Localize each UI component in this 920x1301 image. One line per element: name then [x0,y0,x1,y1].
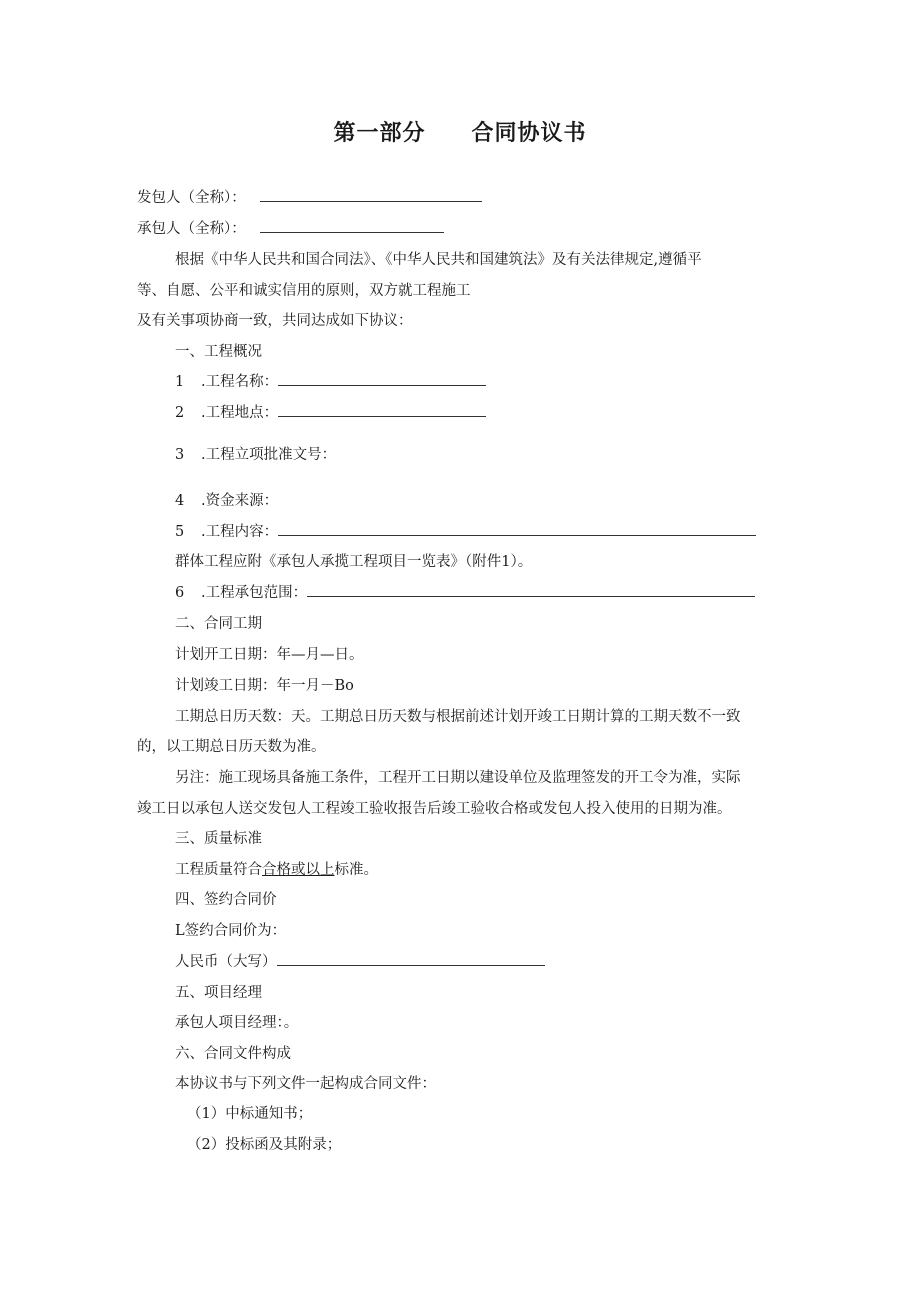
item-project-name [175,372,486,392]
item2-num: 2 [175,405,185,421]
section2-heading: 二、合同工期 [175,616,262,632]
item4-label: .资金来源： [201,493,279,509]
title-part: 第一部分 [333,121,426,146]
item6-num: 6 [175,585,185,601]
employer-blank [260,188,482,202]
rmb-amount-blank [277,952,545,966]
rmb-label: 人民币（大写） [175,954,277,970]
item5-num: 5 [175,524,185,540]
project-content-blank [278,522,756,536]
quality-prefix: 工程质量符合 [175,862,262,878]
section5-heading: 五、项目经理 [175,985,262,1001]
item-approval-number [175,445,336,465]
contractor-line [137,219,444,239]
item4-num: 4 [175,493,185,509]
project-manager-line: 承包人项目经理：。 [175,1015,299,1031]
item-contract-scope [175,583,755,603]
contractor-blank [260,219,444,233]
item6-label: .工程承包范围： [201,585,308,601]
page-title [0,116,920,147]
item1-num: 1 [175,374,185,390]
employer-label: 发包人（全称）： [137,190,246,206]
title-name: 合同协议书 [471,121,587,146]
intro-line-3: 及有关事项协商一致，共同达成如下协议： [137,313,413,329]
intro-line-1: 根据《中华人民共和国合同法》、《中华人民共和国建筑法》及有关法律规定,遵循平 [175,252,702,268]
employer-line [137,188,482,208]
group-project-note: 群体工程应附《承包人承揽工程项目一览表》（附件1）。 [175,554,533,570]
item3-num: 3 [175,447,185,463]
section3-heading: 三、质量标准 [175,831,262,847]
contract-doc-2: （2）投标函及其附录； [187,1137,342,1153]
section6-heading: 六、合同文件构成 [175,1046,291,1062]
item2-label: .工程地点： [201,405,279,421]
total-days-line-1: 工期总日历天数：天。工期总日历天数与根据前述计划开竣工日期计算的工期天数不一致 [175,709,741,725]
item-project-content [175,522,756,542]
quality-suffix: 标准。 [334,862,378,878]
project-name-blank [278,372,486,386]
item3-label: .工程立项批准文号： [201,447,337,463]
contract-docs-intro: 本协议书与下列文件一起构成合同文件： [175,1076,436,1092]
quality-level: 合格或以上 [262,862,335,878]
item-fund-source [175,491,278,511]
total-days-line-2: 的，以工期总日历天数为准。 [137,739,326,755]
item5-label: .工程内容： [201,524,279,540]
contract-scope-blank [307,583,755,597]
section4-heading: 四、签约合同价 [175,892,277,908]
planned-end-date: 计划竣工日期：年一月－Bo [175,678,354,694]
contract-price-label: L签约合同价为： [175,923,287,939]
item1-label: .工程名称： [201,374,279,390]
project-location-blank [278,403,486,417]
planned-start-date: 计划开工日期：年—月—日。 [175,647,364,663]
contractor-label: 承包人（全称）： [137,221,246,237]
contract-doc-1: （1）中标通知书； [187,1106,313,1122]
note-line-1: 另注：施工现场具备施工条件，工程开工日期以建设单位及监理签发的开工令为准，实际 [175,770,741,786]
rmb-amount-line [175,952,545,972]
section1-heading: 一、工程概况 [175,344,262,360]
note-line-2: 竣工日以承包人送交发包人工程竣工验收报告后竣工验收合格或发包人投入使用的日期为准。 [137,801,732,817]
quality-standard-text [175,860,378,880]
item-project-location [175,403,486,423]
intro-line-2: 等、自愿、公平和诚实信用的原则，双方就工程施工 [137,283,471,299]
